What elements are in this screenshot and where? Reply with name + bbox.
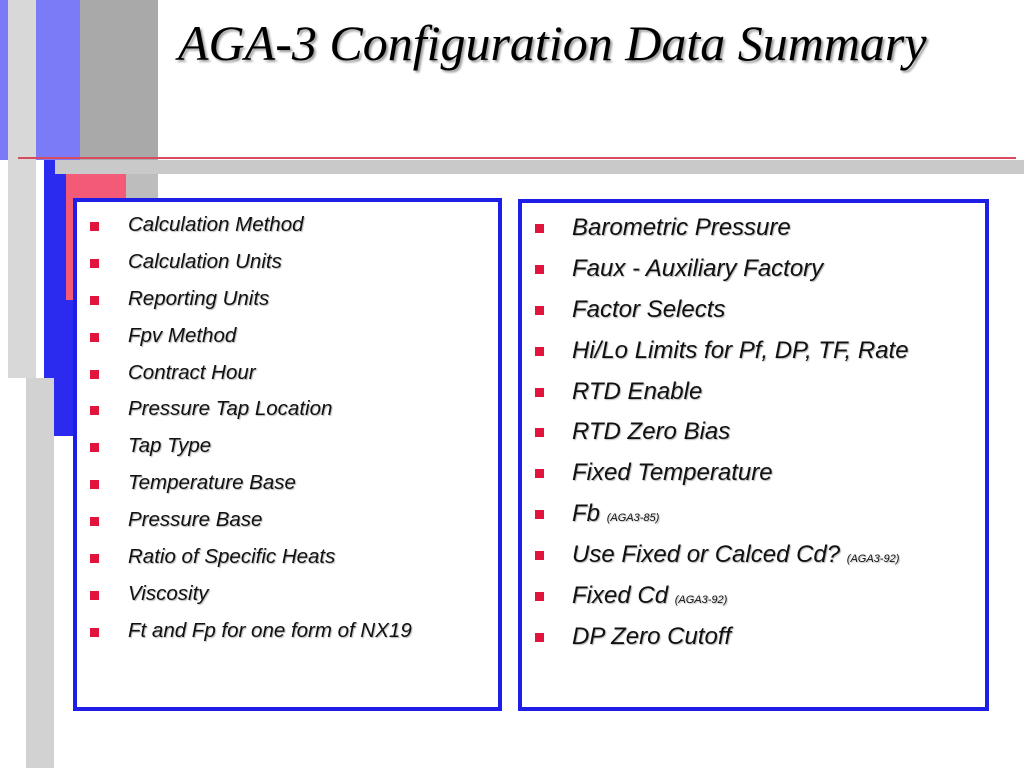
- list-item-text: Fpv Method: [128, 323, 237, 347]
- list-item: [77, 505, 498, 542]
- list-item-text: Temperature Base: [128, 471, 296, 495]
- square-bullet-icon: [535, 388, 544, 397]
- list-item-text: Calculation Units: [128, 249, 282, 273]
- list-item: [77, 284, 498, 321]
- list-item: [522, 497, 985, 538]
- square-bullet-icon: [535, 224, 544, 233]
- list-item: [77, 358, 498, 395]
- list-item-text: Contract Hour: [128, 360, 256, 384]
- list-item: [522, 375, 985, 416]
- list-item-text: Calculation Method: [128, 213, 304, 236]
- list-item-text: RTD Enable: [572, 377, 703, 405]
- list-item-text: Pressure Base: [128, 508, 263, 532]
- list-item-text: Viscosity: [128, 581, 209, 605]
- list-item-text: Pressure Tap Location: [128, 397, 333, 421]
- square-bullet-icon: [90, 554, 99, 563]
- square-bullet-icon: [90, 517, 99, 526]
- list-item-note: (AGA3-85): [606, 512, 660, 525]
- square-bullet-icon: [535, 633, 544, 642]
- list-item-text: Tap Type: [128, 434, 212, 458]
- square-bullet-icon: [90, 628, 99, 637]
- list-item: [77, 210, 498, 247]
- list-item: [522, 252, 985, 293]
- list-item: [522, 293, 985, 334]
- decor-light-stripe: [8, 0, 36, 378]
- list-item: [522, 579, 985, 620]
- list-item: [77, 431, 498, 468]
- square-bullet-icon: [90, 333, 99, 342]
- list-item: [522, 415, 985, 456]
- list-item: [522, 334, 985, 375]
- decor-gray-block-top: [80, 0, 158, 160]
- list-item-text: Ratio of Specific Heats: [128, 545, 336, 569]
- left-list-box: [73, 198, 502, 711]
- list-item: [77, 394, 498, 431]
- list-item: [522, 456, 985, 497]
- square-bullet-icon: [90, 222, 99, 231]
- list-item-text: Factor Selects: [572, 295, 726, 323]
- square-bullet-icon: [90, 370, 99, 379]
- list-item: [522, 538, 985, 579]
- list-item-text: Ft and Fp for one form of NX19: [128, 618, 412, 642]
- right-list-box: [518, 199, 989, 711]
- list-item-text: Fixed Temperature: [572, 459, 773, 487]
- title-rule: [18, 157, 1016, 159]
- square-bullet-icon: [90, 443, 99, 452]
- list-item-text: Faux - Auxiliary Factory: [572, 254, 824, 282]
- list-item: [77, 321, 498, 358]
- list-item: [77, 542, 498, 579]
- list-item-text: Hi/Lo Limits for Pf, DP, TF, Rate: [572, 336, 909, 364]
- list-item-text: Fixed Cd: [572, 582, 669, 610]
- list-item-text: Reporting Units: [128, 286, 270, 310]
- square-bullet-icon: [90, 480, 99, 489]
- decor-gray-bar-bottom: [26, 378, 54, 768]
- list-item-text: RTD Zero Bias: [572, 418, 731, 446]
- square-bullet-icon: [535, 469, 544, 478]
- list-item-text: Fb: [572, 500, 601, 528]
- square-bullet-icon: [535, 510, 544, 519]
- square-bullet-icon: [535, 428, 544, 437]
- left-bullet-list: [77, 202, 498, 653]
- right-bullet-list: [522, 203, 985, 661]
- list-item: [522, 620, 985, 661]
- title-rule-shadow: [55, 160, 1024, 174]
- square-bullet-icon: [535, 306, 544, 315]
- square-bullet-icon: [90, 259, 99, 268]
- square-bullet-icon: [535, 347, 544, 356]
- square-bullet-icon: [535, 265, 544, 274]
- list-item: [77, 579, 498, 616]
- square-bullet-icon: [535, 592, 544, 601]
- list-item: [77, 247, 498, 284]
- list-item-note: (AGA3-92): [674, 594, 728, 607]
- list-item-text: Barometric Pressure: [572, 214, 791, 241]
- list-item-text: DP Zero Cutoff: [572, 622, 732, 650]
- list-item-note: (AGA3-92): [846, 553, 900, 566]
- square-bullet-icon: [535, 551, 544, 560]
- square-bullet-icon: [90, 406, 99, 415]
- slide-title: AGA-3 Configuration Data Summary: [178, 15, 927, 71]
- square-bullet-icon: [90, 296, 99, 305]
- square-bullet-icon: [90, 591, 99, 600]
- list-item: [522, 211, 985, 252]
- list-item: [77, 616, 498, 653]
- list-item-text: Use Fixed or Calced Cd?: [572, 541, 841, 569]
- list-item: [77, 468, 498, 505]
